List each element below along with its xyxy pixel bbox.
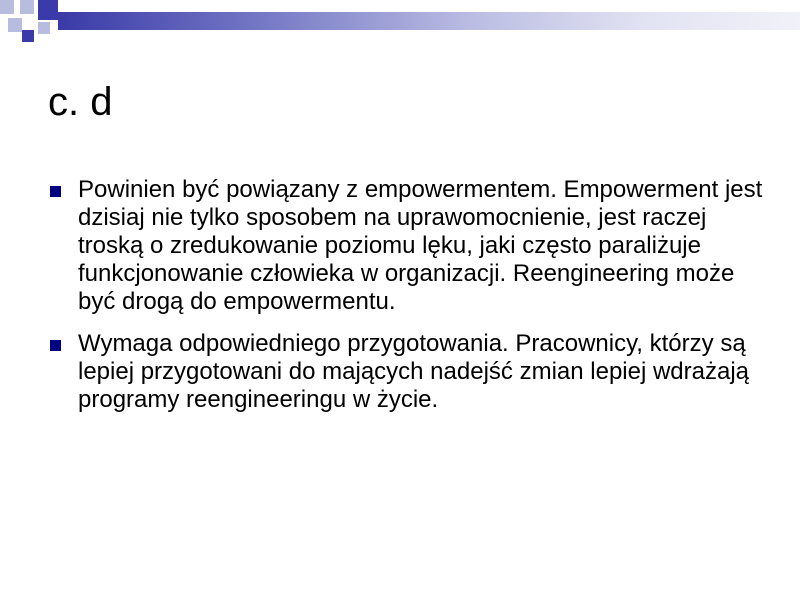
square-bullet-icon [50, 186, 61, 197]
square-bullet-icon [50, 340, 61, 351]
decor-square-light [38, 22, 50, 34]
header-gradient-bar [58, 12, 800, 30]
bullet-text: Powinien być powiązany z empowermentem. Empowerment jest dzisiaj nie tylko sposobem na uprawomocnienie, jest raczej troską o zredukowanie poziomu lęku, jaki często paraliżuje funkcjonowanie człowieka w organizacji. Reengineering może być drogą do empowermentu. [78, 176, 763, 315]
slide-title: c. d [48, 80, 113, 124]
bullet-list [46, 176, 766, 428]
decor-square-light [0, 0, 14, 14]
decor-square-light [8, 18, 22, 32]
bullet-text: Wymaga odpowiedniego przygotowania. Pracownicy, którzy są lepiej przygotowani do mających nadejść zmian lepiej wdrażają programy reengineeringu w życie. [78, 330, 750, 413]
header-decoration [0, 0, 800, 50]
decor-square-light [20, 0, 34, 14]
decor-square-dark [22, 30, 34, 42]
bullet-item [46, 176, 766, 316]
decor-square-dark [38, 0, 58, 20]
bullet-item [46, 330, 766, 414]
